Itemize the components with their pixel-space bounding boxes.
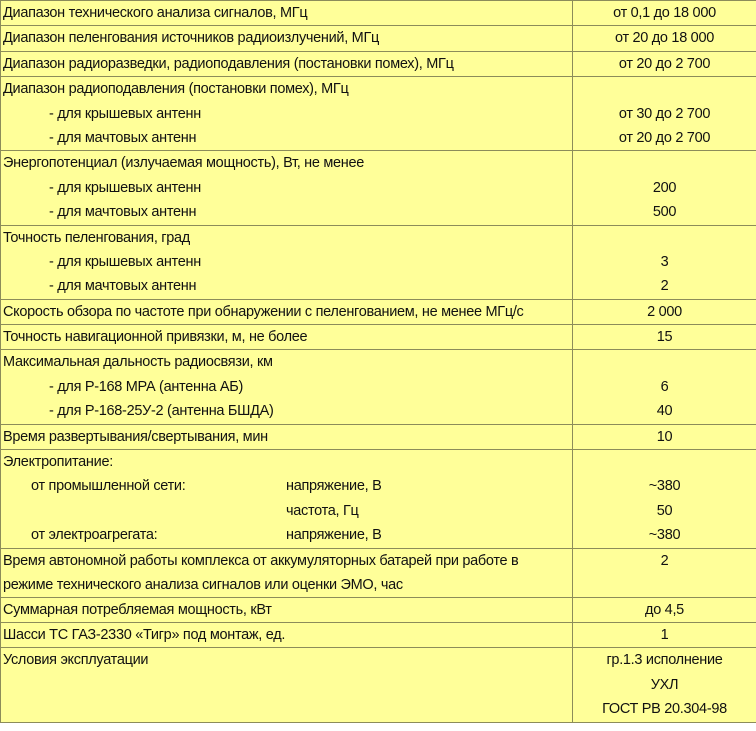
param-label: Диапазон технического анализа сигналов, МГц [3,5,308,21]
power-source-label: от промышленной сети: [31,478,186,495]
sub-param-label: - для Р-168 МРА (антенна АБ) [49,378,244,395]
power-source-label [31,499,286,523]
param-value: 200 [652,179,677,196]
param-value: 500 [652,204,677,221]
value-cell [573,77,756,151]
param-label: Диапазон пеленгования источников радиоизлучений, МГц [3,30,380,47]
table-row [1,450,756,549]
param-label: Время развертывания/свертывания, мин [3,428,268,445]
param-value: от 0,1 до 18 000 [613,5,716,21]
value-cell [573,26,756,51]
param-value: 1 [660,626,669,643]
param-value: 40 [656,403,673,420]
param-value: 3 [660,253,669,270]
value-cell [573,325,756,350]
table-row [1,622,756,647]
param-value: от 20 до 2 700 [618,129,711,146]
param-value: от 20 до 2 700 [618,55,711,72]
table-row [1,325,756,350]
sub-param-label: - для крышевых антенн [49,105,201,122]
param-cell [1,26,573,51]
param-label: Суммарная потребляемая мощность, кВт [3,601,272,618]
table-row [1,299,756,324]
value-cell [573,51,756,76]
param-cell [1,450,573,549]
param-label: Диапазон радиоразведки, радиоподавления (постановки помех), МГц [3,55,454,72]
sub-param-label: - для крышевых антенн [49,253,201,270]
sub-param-label: - для мачтовых антенн [49,129,197,146]
param-label: Время автономной работы комплекса от аккумуляторных батарей при работе в режиме технического анализа сигналов или оценки ЭМО, час [3,552,519,593]
value-cell [573,424,756,449]
param-cell [1,648,573,722]
value-cell [573,597,756,622]
param-value: 2 [660,278,669,295]
param-cell [1,151,573,225]
param-value: гр.1.3 исполнение [606,652,723,669]
table-row [1,424,756,449]
value-cell [573,622,756,647]
sub-param-label: - для крышевых антенн [49,179,201,196]
param-value: 15 [656,329,673,346]
value-cell [573,648,756,722]
table-row [1,151,756,225]
param-value: 2 [660,552,669,569]
table-row [1,648,756,722]
power-param-label: напряжение, В [286,527,382,544]
value-cell [573,548,756,597]
table-row [1,548,756,597]
param-cell [1,424,573,449]
param-cell [1,350,573,424]
power-source-label: от электроагрегата: [31,527,158,544]
param-value: 2 000 [647,303,682,320]
sub-param-label: - для мачтовых антенн [49,278,197,295]
param-cell [1,299,573,324]
table-row [1,26,756,51]
table-row [1,51,756,76]
param-cell [1,77,573,151]
param-value: УХЛ [650,676,679,693]
param-cell [1,597,573,622]
power-param-label: частота, Гц [286,502,359,519]
sub-param-label: - для мачтовых антенн [49,204,197,221]
power-param-label: напряжение, В [286,478,382,495]
param-value: 50 [656,502,673,519]
value-cell [573,151,756,225]
param-label: Условия эксплуатации [3,652,149,669]
param-value: до 4,5 [645,601,684,618]
table-row [1,350,756,424]
sub-param-label: - для Р-168-25У-2 (антенна БШДА) [49,403,274,420]
param-label: Максимальная дальность радиосвязи, км [3,354,273,371]
param-label: Энергопотенциал (излучаемая мощность), Вт, не менее [3,155,365,172]
param-label: Шасси ТС ГАЗ-2330 «Тигр» под монтаж, ед. [3,626,286,643]
param-value: 6 [660,378,669,395]
value-cell [573,299,756,324]
param-label: Электропитание: [3,454,113,471]
param-cell [1,622,573,647]
param-cell [1,51,573,76]
param-cell [1,325,573,350]
param-value: ГОСТ РВ 20.304-98 [602,701,727,718]
param-label: Скорость обзора по частоте при обнаружении с пеленгованием, не менее МГц/с [3,303,524,320]
table-row [1,1,756,26]
param-label: Диапазон радиоподавления (постановки помех), МГц [3,81,349,98]
table-row [1,77,756,151]
table-row [1,225,756,299]
param-value: ~380 [648,478,681,495]
param-value: 10 [656,428,673,445]
value-cell [573,1,756,26]
param-cell [1,548,573,597]
param-label: Точность навигационной привязки, м, не более [3,329,308,346]
param-cell [1,1,573,26]
value-cell [573,225,756,299]
param-value: ~380 [648,527,681,544]
param-cell [1,225,573,299]
param-label: Точность пеленгования, град [3,229,190,246]
value-cell [573,350,756,424]
value-cell [573,450,756,549]
param-value: от 20 до 18 000 [615,30,714,47]
param-value: от 30 до 2 700 [618,105,711,122]
table-row [1,597,756,622]
